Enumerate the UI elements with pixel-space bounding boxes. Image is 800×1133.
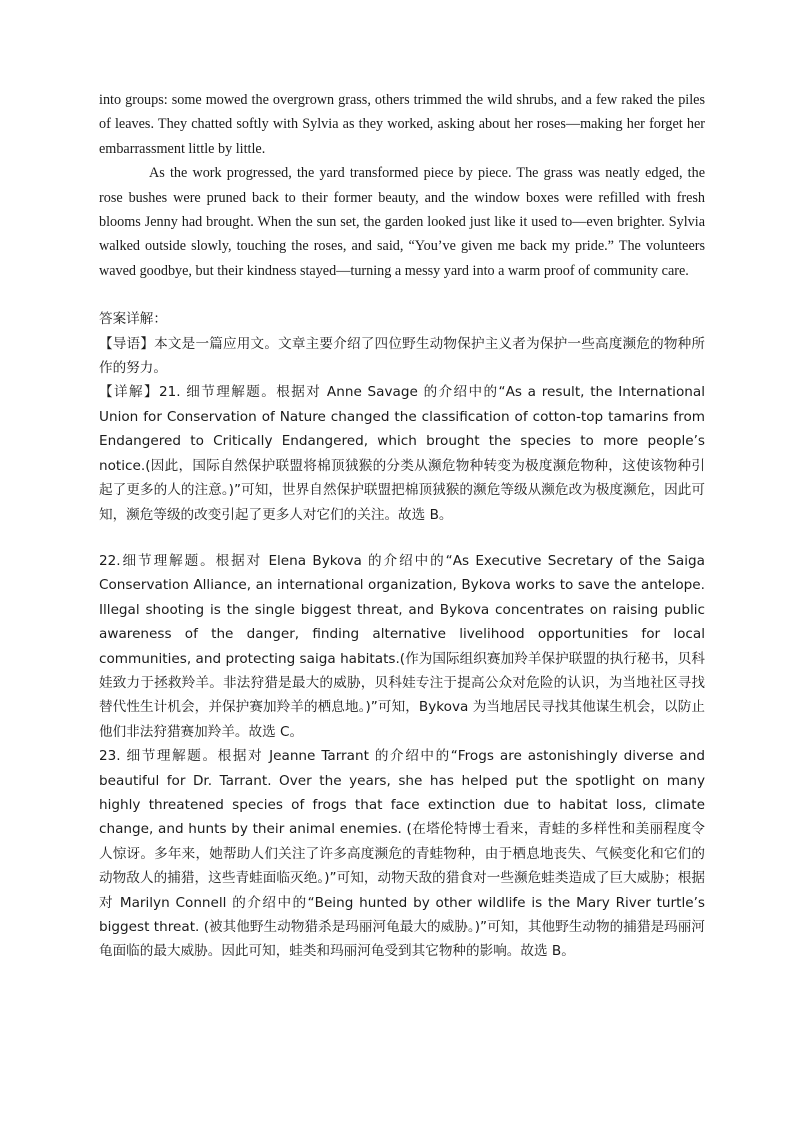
story-paragraph-1: into groups: some mowed the overgrown grass, others trimmed the wild shrubs, and a few raked the piles of leaves. They chatted softly with Sylvia as they worked, asking about her roses—making her forget her embarrassment little by little. <box>99 92 705 157</box>
answer-23: 23. 细节理解题。根据对 Jeanne Tarrant 的介绍中的“Frogs are astonishingly diverse and beautiful for Dr. Tarrant. Over the years, she has helped put the spotlight on many highly threatened species of frogs that face extinction due to habitat loss, climate change, and hunts by their animal enemies. (在塔伦特博士看来，青蛙的多样性和美丽程度令人惊讶。多年来，她帮助人们关注了许多高度濒危的青蛙物种，由于栖息地丧失、气候变化和它们的动物敌人的捕猎，这些青蛙面临灭绝。)”可知，动物天敌的猎食对一些濒危蛙类造成了巨大威胁；根据对 Marilyn Connell 的介绍中的“Being hunted by other wildlife is the Mary River turtle’s biggest threat. (被其他野生动物猎杀是玛丽河龟最大的威胁。)”可知，其他野生动物的捕猎是玛丽河龟面临的最大威胁。因此可知，蛙类和玛丽河龟受到其它物种的影响。故选 B。 <box>99 748 705 960</box>
section-gap <box>99 527 705 549</box>
answers-heading: 答案详解： <box>99 311 167 328</box>
answer-21: 【详解】21. 细节理解题。根据对 Anne Savage 的介绍中的“As a result, the International Union for Conservation of Nature changed the classification of cotton-top tamarins from Endangered to Critically Endangered, which brought the species to more people’s notice.(因此，国际自然保护联盟将棉顶狨猴的分类从濒危物种转变为极度濒危物种，这使该物种引起了更多的人的注意。)”可知，世界自然保护联盟把棉顶狨猴的濒危等级从濒危改为极度濒危，因此可知，濒危等级的改变引起了更多人对它们的关注。故选 B。 <box>99 384 705 523</box>
document-page <box>99 88 705 964</box>
answers-intro: 【导语】本文是一篇应用文。文章主要介绍了四位野生动物保护主义者为保护一些高度濒危的物种所作的努力。 <box>99 335 705 377</box>
story-paragraph-2: As the work progressed, the yard transformed piece by piece. The grass was neatly edged, the rose bushes were pruned back to their former beauty, and the window boxes were refilled with fresh blooms Jenny had brought. When the sun set, the garden looked just like it used to—even brighter. Sylvia walked outside slowly, touching the roses, and said, “You’ve given me back my pride.” The volunteers waved goodbye, but their kindness stayed—turning a messy yard into a warm proof of community care. <box>99 165 705 279</box>
answer-22: 22.细节理解题。根据对 Elena Bykova 的介绍中的“As Executive Secretary of the Saiga Conservation Alliance, an international organization, Bykova works to save the antelope. Illegal shooting is the single biggest threat, and Bykova concentrates on raising public awareness of the danger, finding alternative livelihood opportunities for local communities, and protecting saiga habitats.(作为国际组织赛加羚羊保护联盟的执行秘书，贝科娃致力于拯救羚羊。非法狩猎是最大的威胁，贝科娃专注于提高公众对危险的认识，为当地社区寻找替代性生计机会，并保护赛加羚羊的栖息地。)”可知，Bykova 为当地居民寻找其他谋生机会，以防止他们非法狩猎赛加羚羊。故选 C。 <box>99 552 705 740</box>
section-gap <box>99 283 705 307</box>
